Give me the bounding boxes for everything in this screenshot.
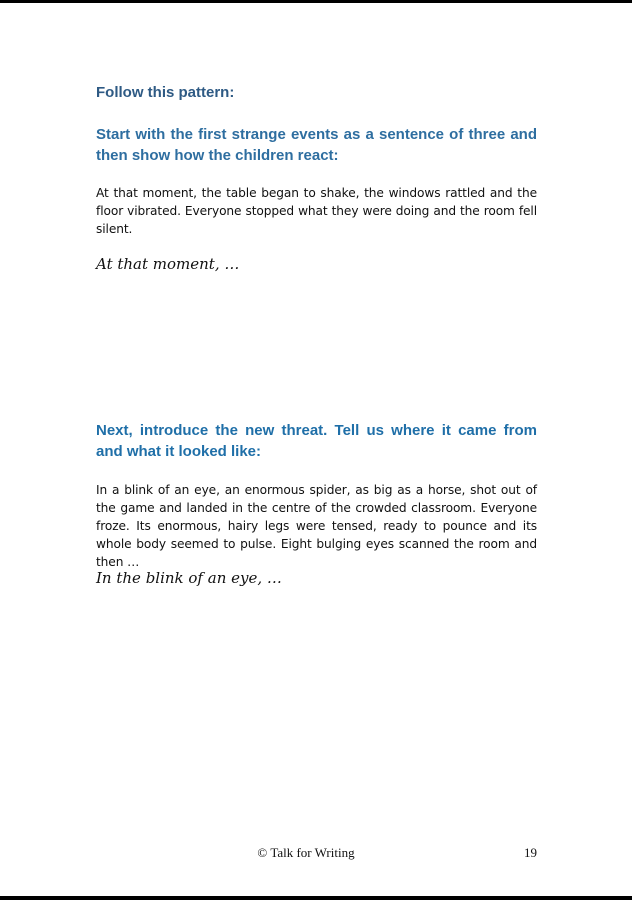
second-writing-prompt: In the blink of an eye, … <box>96 569 282 587</box>
first-writing-prompt: At that moment, … <box>96 255 240 273</box>
first-example-paragraph: At that moment, the table began to shake, the windows rattled and the floor vibrated. Everyone stopped what they were doing and the room fell silent. <box>96 186 537 236</box>
document-page <box>0 3 632 896</box>
next-instruction-heading: Next, introduce the new threat. Tell us where it came from and what it looked like: <box>96 422 537 460</box>
second-example-paragraph: In a blink of an eye, an enormous spider, as big as a horse, shot out of the game and landed in the centre of the crowded classroom. Everyone froze. Its enormous, hairy legs were tensed, ready to pounce and its whole body seemed to pulse. Eight bulging eyes scanned the room and then … <box>96 483 537 569</box>
start-instruction-heading: Start with the first strange events as a sentence of three and then show how the children react: <box>96 126 537 164</box>
footer-copyright: © Talk for Writing <box>257 845 355 860</box>
pattern-heading: Follow this pattern: <box>96 84 235 101</box>
page-number: 19 <box>524 845 537 860</box>
